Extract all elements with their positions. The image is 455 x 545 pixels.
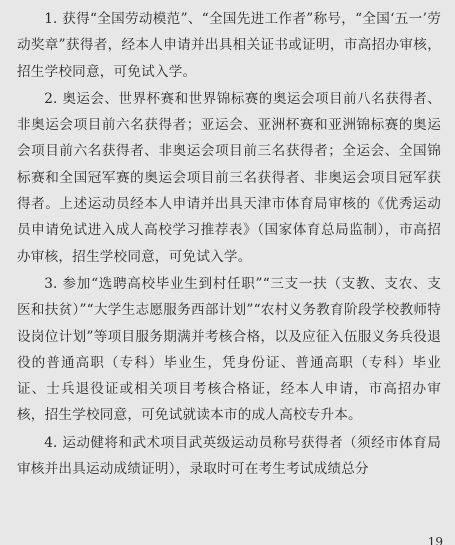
paragraph-1: 1. 获得“全国劳动模范”、“全国先进工作者”称号，“全国‘五一’劳动奖章”获得者，经本人申请并出具相关证书或证明，市高招办审核，招生学校同意，可免试入学。 — [17, 11, 441, 80]
paragraph-2: 2. 奥运会、世界杯赛和世界锦标赛的奥运会项目前八名获得者、非奥运会项目前六名获得者；亚运会、亚洲杯赛和亚洲锦标赛的奥运会项目前六名获得者、非奥运会项目前三名获得者；全运会、全国锦标赛和全国冠军赛的奥运会项目前三名获得者、非奥运会项目冠军获得者。上述运动员经本人申请并出具天津市体育局审核的《优秀运动员申请免试进入成人高校学习推荐表》（国家体育总局监制），市高招办审核，招生学校同意，可免试入学。 — [17, 90, 441, 265]
paragraph-4: 4. 运动健将和武术项目武英级运动员称号获得者（须经市体育局审核并出具运动成绩证明），录取时可在考生考试成绩总分 — [17, 434, 441, 478]
page-number: 19 — [427, 535, 443, 545]
document-body — [17, 6, 441, 483]
paragraph-3: 3. 参加“选聘高校毕业生到村任职”“三支一扶（支教、支农、支医和扶贫）”“大学生志愿服务西部计划”“农村义务教育阶段学校教师特设岗位计划”等项目服务期满并考核合格，以及应征入伍服义务兵役退役的普通高职（专科）毕业生，凭身份证、普通高职（专科）毕业证、士兵退役证或相关项目考核合格证，经本人申请，市高招办审核，招生学校同意，可免试就读本市的成人高校专升本。 — [17, 275, 441, 424]
